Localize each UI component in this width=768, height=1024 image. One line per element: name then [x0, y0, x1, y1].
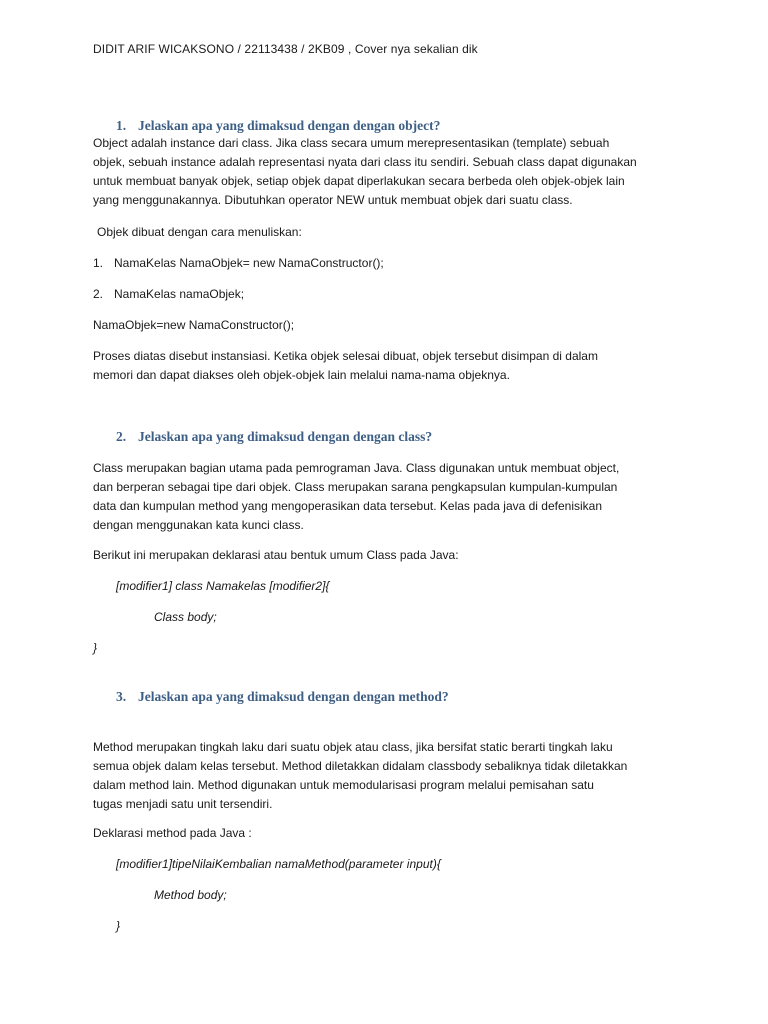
paragraph-line: tugas menjadi satu unit tersendiri.: [93, 797, 273, 811]
section-3-paragraph: [93, 738, 683, 814]
section-2-heading: [116, 429, 432, 445]
paragraph-line: semua objek dalam kelas tersebut. Method diletakkan didalam classbody sebaliknya tidak diletakkan: [93, 759, 628, 773]
section-1-assignment: NamaObjek=new NamaConstructor();: [93, 318, 295, 332]
section-3-intro: Deklarasi method pada Java :: [93, 826, 252, 840]
class-declaration-signature: [modifier1] class Namakelas [modifier2]{: [116, 579, 330, 593]
section-1-paragraph: [93, 134, 683, 210]
section-3-heading: [116, 689, 449, 705]
class-declaration-body: Class body;: [154, 610, 217, 624]
list-item-number: 2.: [93, 287, 104, 301]
paragraph-line: objek, sebuah instance adalah representasi nyata dari class itu sendiri. Sebuah class dapat digunakan: [93, 155, 637, 169]
method-declaration-close: }: [116, 919, 121, 933]
section-3-number: 3.: [116, 689, 127, 704]
list-item-text: NamaKelas namaObjek;: [114, 287, 245, 301]
paragraph-line: data dan kumpulan method yang mengoperasikan data tersebut. Kelas pada java di defenisikan: [93, 499, 603, 513]
class-declaration-close: }: [93, 641, 98, 655]
list-item: [93, 256, 384, 270]
paragraph-line: yang menggunakannya. Dibutuhkan operator NEW untuk membuat objek dari suatu class.: [93, 193, 573, 207]
section-1-question: Jelaskan apa yang dimaksud dengan dengan object?: [138, 118, 441, 133]
header-author-line: DIDIT ARIF WICAKSONO / 22113438 / 2KB09 , Cover nya sekalian dik: [93, 42, 478, 56]
section-1-closing-paragraph: [93, 347, 683, 385]
list-item-number: 1.: [93, 256, 104, 270]
section-2-number: 2.: [116, 429, 127, 444]
paragraph-line: Method merupakan tingkah laku dari suatu objek atau class, jika bersifat static berarti tingkah laku: [93, 740, 613, 754]
section-2-question: Jelaskan apa yang dimaksud dengan dengan class?: [138, 429, 433, 444]
paragraph-line: dan berperan sebagai tipe dari objek. Class merupakan sarana pengkapsulan kumpulan-kumpulan: [93, 480, 618, 494]
section-1-intro: Objek dibuat dengan cara menuliskan:: [97, 225, 302, 239]
method-declaration-body: Method body;: [154, 888, 227, 902]
paragraph-line: dengan menggunakan kata kunci class.: [93, 518, 304, 532]
section-3-question: Jelaskan apa yang dimaksud dengan dengan method?: [138, 689, 449, 704]
list-item: [93, 287, 244, 301]
paragraph-line: memori dan dapat diakses oleh objek-objek lain melalui nama-nama objeknya.: [93, 368, 510, 382]
section-2-intro: Berikut ini merupakan deklarasi atau bentuk umum Class pada Java:: [93, 548, 459, 562]
paragraph-line: Class merupakan bagian utama pada pemrograman Java. Class digunakan untuk membuat object,: [93, 461, 620, 475]
section-2-paragraph: [93, 459, 683, 535]
paragraph-line: untuk membuat banyak objek, setiap objek dapat diperlakukan secara berbeda oleh objek-objek lain: [93, 174, 625, 188]
section-1-heading: [116, 118, 440, 134]
section-1-number: 1.: [116, 118, 127, 133]
paragraph-line: Object adalah instance dari class. Jika class secara umum merepresentasikan (template) sebuah: [93, 136, 610, 150]
method-declaration-signature: [modifier1]tipeNilaiKembalian namaMethod(parameter input){: [116, 857, 441, 871]
paragraph-line: dalam method lain. Method digunakan untuk memodularisasi program melalui pemisahan satu: [93, 778, 594, 792]
paragraph-line: Proses diatas disebut instansiasi. Ketika objek selesai dibuat, objek tersebut disimpan di dalam: [93, 349, 598, 363]
list-item-text: NamaKelas NamaObjek= new NamaConstructor();: [114, 256, 384, 270]
